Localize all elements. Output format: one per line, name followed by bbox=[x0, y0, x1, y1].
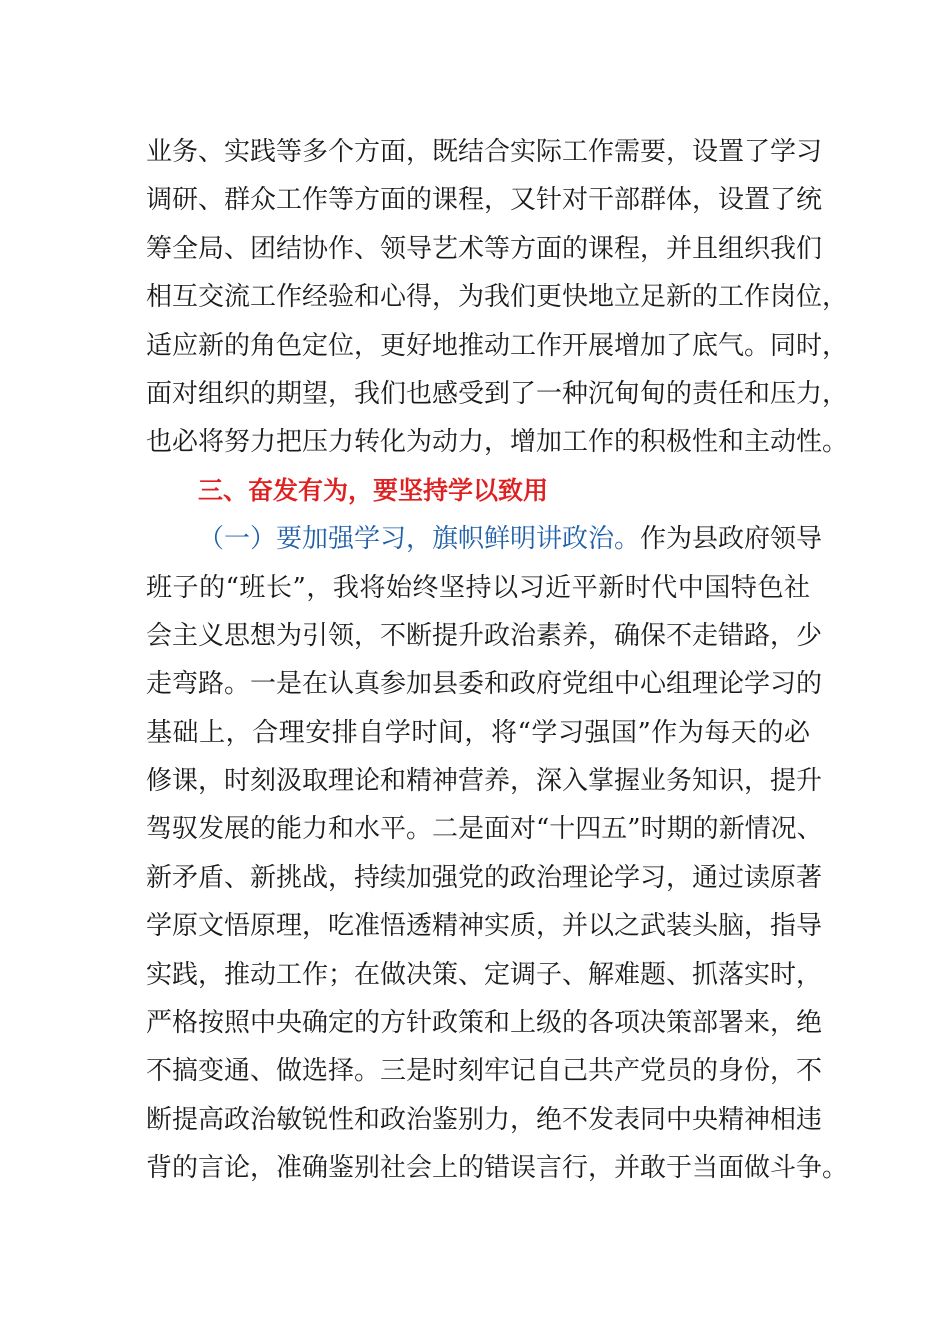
text-line: 面对组织的期望，我们也感受到了一种沉甸甸的责任和压力， bbox=[146, 378, 849, 409]
text-line: 也必将努力把压力转化为动力，增加工作的积极性和主动性。 bbox=[146, 427, 849, 458]
text-line: 背的言论，准确鉴别社会上的错误言行，并敢于当面做斗争。 bbox=[146, 1153, 849, 1184]
text-line: 驾驭发展的能力和水平。二是面对“十四五”时期的新情况、 bbox=[146, 814, 823, 845]
document-body bbox=[146, 128, 849, 1193]
text-line: 新矛盾、新挑战，持续加强党的政治理论学习，通过读原著 bbox=[146, 862, 823, 893]
text-line: 不搞变通、做选择。三是时刻牢记自己共产党员的身份，不 bbox=[146, 1056, 823, 1087]
text-line: 断提高政治敏锐性和政治鉴别力，绝不发表同中央精神相违 bbox=[146, 1104, 823, 1135]
text-line: 筹全局、团结协作、领导艺术等方面的课程，并且组织我们 bbox=[146, 233, 823, 264]
text-line-first bbox=[146, 515, 823, 563]
text-line: 严格按照中央确定的方针政策和上级的各项决策部署来，绝 bbox=[146, 1008, 823, 1039]
text-line: 学原文悟原理，吃准悟透精神实质，并以之武装头脑，指导 bbox=[146, 911, 823, 942]
text-line: 实践，推动工作；在做决策、定调子、解难题、抓落实时， bbox=[146, 959, 823, 990]
paragraph-politics bbox=[146, 515, 849, 1192]
text-line: 班子的“班长”，我将始终坚持以习近平新时代中国特色社 bbox=[146, 572, 810, 603]
text-line: 会主义思想为引领，不断提升政治素养，确保不走错路，少 bbox=[146, 620, 823, 651]
text-line: 走弯路。一是在认真参加县委和政府党组中心组理论学习的 bbox=[146, 669, 823, 700]
text-line: 调研、群众工作等方面的课程，又针对干部群体，设置了统 bbox=[146, 185, 823, 216]
paragraph-intro bbox=[146, 128, 849, 467]
text-line: 基础上，合理安排自学时间，将“学习强国”作为每天的必 bbox=[146, 717, 810, 748]
text-line: 业务、实践等多个方面，既结合实际工作需要，设置了学习 bbox=[146, 137, 823, 167]
subheading: （一）要加强学习，旗帜鲜明讲政治。 bbox=[198, 524, 641, 555]
text-line: 相互交流工作经验和心得，为我们更快地立足新的工作岗位， bbox=[146, 282, 849, 313]
text-line: 适应新的角色定位，更好地推动工作开展增加了底气。同时， bbox=[146, 330, 849, 361]
text-line: 修课，时刻汲取理论和精神营养，深入掌握业务知识，提升 bbox=[146, 766, 823, 797]
text-run: 作为县政府领导 bbox=[640, 524, 823, 555]
section-heading: 三、奋发有为，要坚持学以致用 bbox=[198, 475, 549, 505]
